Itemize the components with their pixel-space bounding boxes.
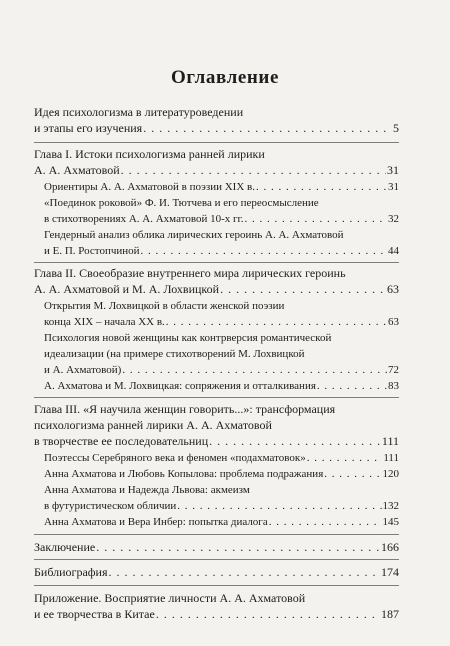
toc-entry-text: Гендерный анализ облика лирических героинь А. А. Ахматовой: [44, 229, 344, 241]
toc-entry-line: [34, 162, 399, 178]
toc-entry-line: [34, 401, 399, 417]
toc-page-number: 63: [388, 316, 399, 328]
toc-entry-text: Идея психологизма в литературоведении: [34, 105, 244, 119]
section-divider: [34, 559, 399, 560]
toc-entry-line: [34, 104, 399, 120]
toc-entry-text: и этапы его изучения: [34, 121, 143, 135]
toc-page-number: 187: [381, 607, 399, 621]
toc-entry-line: [44, 482, 399, 498]
toc-entry-line: [34, 539, 399, 555]
toc-page-number: 83: [388, 380, 399, 392]
toc-entry-line: [34, 265, 399, 281]
dot-leader: [177, 498, 381, 514]
toc-entry-line: [34, 120, 399, 136]
dot-leader: [143, 120, 392, 136]
toc-entry-line: [34, 564, 399, 580]
toc-page-number: 111: [383, 452, 399, 464]
section-divider: [34, 262, 399, 263]
toc-entry-line: [44, 314, 399, 330]
toc-entry-text: Ориентиры А. А. Ахматовой в поэзии XIX в.: [44, 181, 255, 193]
toc-page-number: 132: [382, 500, 399, 512]
toc-entry-text: Глава III. «Я научила женщин говорить...»: трансформация: [34, 402, 336, 416]
dot-leader: [156, 606, 380, 622]
dot-leader: [166, 314, 387, 330]
toc-entry-text: Открытия М. Лохвицкой в области женской поэзии: [44, 300, 285, 312]
dot-leader: [109, 564, 381, 580]
dot-leader: [96, 539, 380, 555]
section-divider: [34, 142, 399, 143]
toc-entry-text: Глава I. Истоки психологизма ранней лирики: [34, 147, 265, 161]
toc-entry-text: в творчестве ее последовательниц: [34, 434, 209, 448]
toc-page-number: 72: [388, 364, 399, 376]
toc-entry-line: [34, 606, 399, 622]
toc-entry-text: Анна Ахматова и Вера Инбер: попытка диалога: [44, 516, 268, 528]
toc-entry-text: Приложение. Восприятие личности А. А. Ахматовой: [34, 591, 306, 605]
toc-entry-line: [44, 514, 399, 530]
toc-entry-line: [44, 498, 399, 514]
toc-entry-text: А. А. Ахматовой и М. А. Лохвицкой: [34, 282, 220, 296]
toc-entry-line: [34, 417, 399, 433]
dot-leader: [121, 162, 386, 178]
toc-entry-line: [44, 227, 399, 243]
toc-entry-text: конца XIX – начала XX в.: [44, 316, 165, 328]
toc-entry-text: Заключение: [34, 540, 96, 554]
toc-entry-line: [44, 195, 399, 211]
dot-leader: [209, 433, 381, 449]
toc-entry-text: А. А. Ахматовой: [34, 163, 120, 177]
toc-entry-text: Анна Ахматова и Надежда Львова: акмеизм: [44, 484, 250, 496]
dot-leader: [324, 466, 381, 482]
dot-leader: [141, 243, 387, 259]
toc-page-number: 31: [387, 163, 399, 177]
toc-page-number: 166: [381, 540, 399, 554]
toc-entry-line: [34, 146, 399, 162]
toc-entry-text: в стихотворениях А. А. Ахматовой 10-х гг.: [44, 213, 244, 225]
toc-entry-text: А. Ахматова и М. Лохвицкая: сопряжения и отталкивания: [44, 380, 316, 392]
toc-page-number: 32: [388, 213, 399, 225]
toc-entry-line: [44, 466, 399, 482]
page-title: Оглавление: [170, 67, 280, 88]
toc-entry-line: [44, 179, 399, 195]
toc-page-number: 145: [382, 516, 399, 528]
toc-entry-line: [44, 298, 399, 314]
dot-leader: [317, 378, 387, 394]
toc-page-number: 31: [388, 181, 399, 193]
section-divider: [34, 397, 399, 398]
toc-entry-text: Глава II. Своеобразие внутреннего мира лирических героинь: [34, 266, 346, 280]
toc-entry-line: [44, 211, 399, 227]
toc-entry-text: психологизма ранней лирики А. А. Ахматовой: [34, 418, 272, 432]
toc-entry-text: идеализации (на примере стихотворений М. Лохвицкой: [44, 348, 305, 360]
toc-entry-line: [44, 330, 399, 346]
toc-page-number: 174: [381, 565, 399, 579]
toc-page-number: 120: [382, 468, 399, 480]
toc-entry-text: и А. Ахматовой): [44, 364, 122, 376]
toc-entry-line: [34, 433, 399, 449]
toc-page-number: 5: [393, 121, 399, 135]
dot-leader: [307, 450, 383, 466]
toc-entry-line: [34, 590, 399, 606]
toc-entry-text: в футуристическом обличии: [44, 500, 177, 512]
toc-page-number: 44: [388, 245, 399, 257]
toc-entry-text: Поэтессы Серебряного века и феномен «подахматовок»: [44, 452, 306, 464]
toc-page-number: 63: [387, 282, 399, 296]
toc-entry-line: [44, 450, 399, 466]
dot-leader: [220, 281, 386, 297]
toc-entry-text: «Поединок роковой» Ф. И. Тютчева и его переосмысление: [44, 197, 319, 209]
toc-entry-line: [44, 243, 399, 259]
toc-entry-text: Библиография: [34, 565, 108, 579]
toc-entry-text: Психология новой женщины как контрверсия романтической: [44, 332, 332, 344]
toc-entry-line: [44, 378, 399, 394]
dot-leader: [122, 362, 387, 378]
dot-leader: [256, 179, 387, 195]
toc-page-number: 111: [381, 434, 399, 448]
section-divider: [34, 534, 399, 535]
toc-entry-text: и Е. П. Ростопчиной: [44, 245, 140, 257]
toc-entry-line: [44, 346, 399, 362]
dot-leader: [245, 211, 387, 227]
toc-entry-text: и ее творчества в Китае: [34, 607, 155, 621]
toc-entry-line: [44, 362, 399, 378]
toc-entry-text: Анна Ахматова и Любовь Копылова: проблема подражания: [44, 468, 324, 480]
dot-leader: [269, 514, 382, 530]
toc-entry-line: [34, 281, 399, 297]
section-divider: [34, 585, 399, 586]
